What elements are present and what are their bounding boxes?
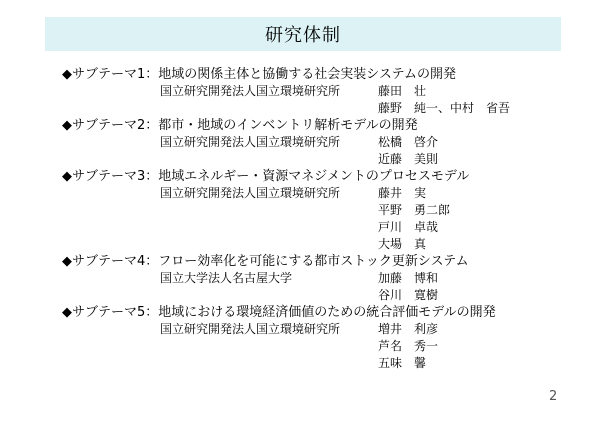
member-name: 藤井 実 [378,186,427,200]
member-name: 戸川 卓哉 [378,220,439,234]
member-row [62,236,562,253]
page-title: 研究体制 [265,25,341,46]
subtheme-block [62,304,562,372]
member-name: 近藤 美則 [378,152,439,166]
subtheme-heading: ◆サブテーマ3：地域エネルギー・資源マネジメントのプロセスモデル [62,169,470,184]
member-name: 芦名 秀一 [378,339,439,353]
member-organization: 国立大学法人名古屋大学 [160,271,293,285]
member-name: 松橋 啓介 [378,135,439,149]
member-row [62,355,562,372]
title-banner [45,17,561,51]
member-name: 五味 馨 [378,356,427,370]
member-name: 大場 真 [378,237,427,251]
subtheme-block [62,66,562,117]
member-row [62,185,562,202]
member-name: 藤野 純一、中村 省吾 [378,101,511,115]
member-name: 谷川 寛樹 [378,288,439,302]
member-row [62,287,562,304]
member-row [62,100,562,117]
subtheme-heading: ◆サブテーマ2：都市・地域のインベントリ解析モデルの開発 [62,118,418,133]
member-organization: 国立研究開発法人国立環境研究所 [160,84,341,98]
member-row [62,219,562,236]
member-row [62,202,562,219]
member-name: 平野 勇二郎 [378,203,451,217]
member-organization: 国立研究開発法人国立環境研究所 [160,186,341,200]
research-structure-list [62,66,562,372]
member-organization: 国立研究開発法人国立環境研究所 [160,135,341,149]
member-row [62,134,562,151]
member-row [62,321,562,338]
subtheme-heading: ◆サブテーマ5：地域における環境経済価値のための統合評価モデルの開発 [62,305,496,320]
subtheme-block [62,253,562,304]
subtheme-heading: ◆サブテーマ4：フロー効率化を可能にする都市ストック更新システム [62,254,469,269]
subtheme-heading: ◆サブテーマ1：地域の関係主体と協働する社会実装システムの開発 [62,67,456,82]
page-number: 2 [549,389,558,404]
member-row [62,338,562,355]
member-row [62,151,562,168]
subtheme-block [62,168,562,253]
member-row [62,83,562,100]
member-name: 加藤 博和 [378,271,439,285]
member-name: 藤田 壮 [378,84,427,98]
member-row [62,270,562,287]
subtheme-block [62,117,562,168]
member-name: 増井 利彦 [378,322,439,336]
member-organization: 国立研究開発法人国立環境研究所 [160,322,341,336]
